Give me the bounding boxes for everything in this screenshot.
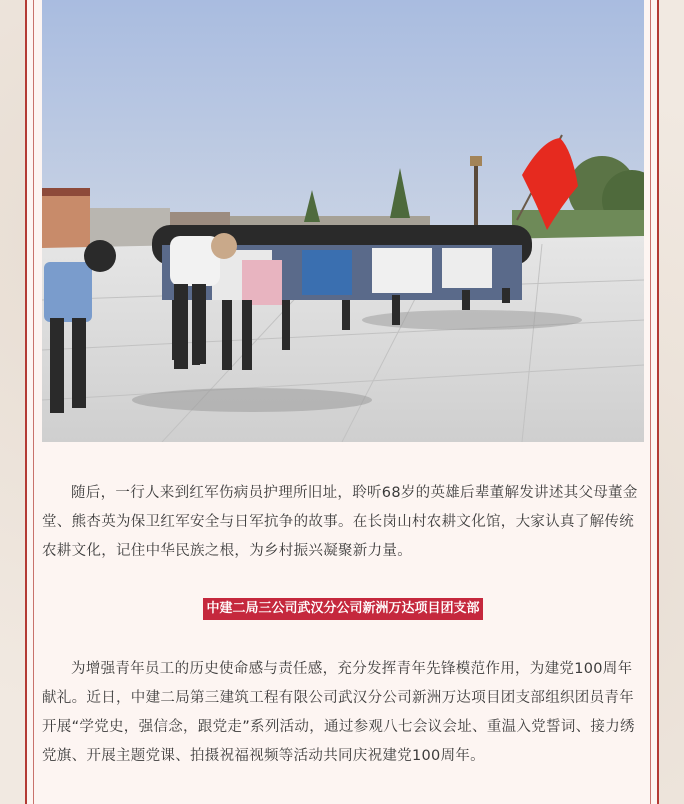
section-heading-wrap xyxy=(42,597,644,620)
body-paragraph-2: 为增强青年员工的历史使命感与责任感，充分发挥青年先锋模范作用，为建党100周年献礼。近日，中建二局第三建筑工程有限公司武汉分公司新洲万达项目团支部组织团员青年开展“学党史，强信念，跟党走”系列活动，通过参观八七会议会址、重温入党誓词、接力绣党旗、开展主题党课、拍摄祝福视频等活动共同庆祝建党100周年。 xyxy=(42,661,635,764)
group-bowing-photo-icon xyxy=(42,0,644,442)
section-heading: 中建二局三公司武汉分公司新洲万达项目团支部 xyxy=(203,598,482,620)
activity-photo xyxy=(42,0,644,442)
body-paragraph-1: 随后，一行人来到红军伤病员护理所旧址，聆听68岁的英雄后辈董解发讲述其父母董金堂、熊杏英为保卫红军安全与日军抗争的故事。在长岗山村农耕文化馆，大家认真了解传统农耕文化，记住中华民族之根，为乡村振兴凝聚新力量。 xyxy=(42,485,638,559)
